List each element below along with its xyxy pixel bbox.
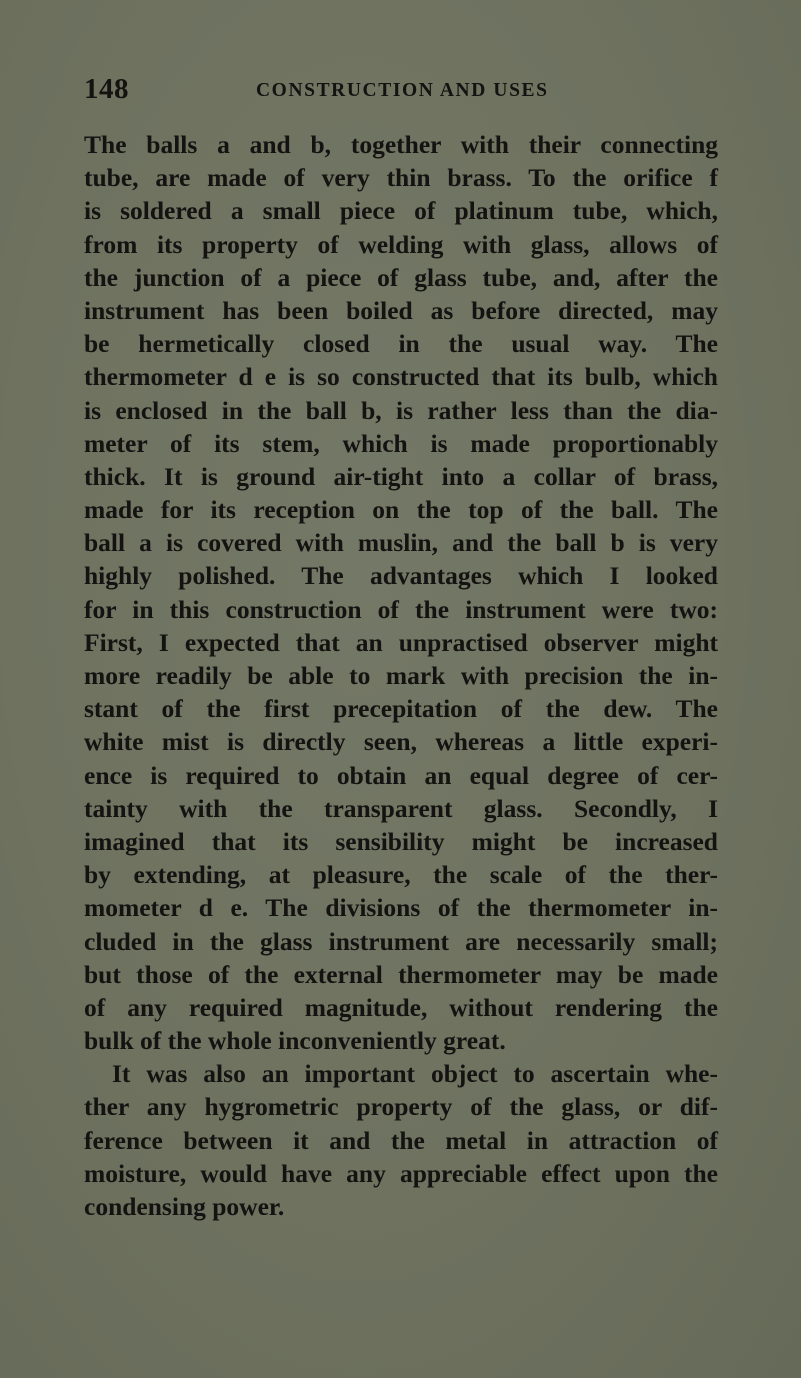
text-line: highly polished. The advantages which I looked — [84, 561, 718, 591]
text-line: condensing power. — [84, 1192, 285, 1221]
text-line: instrument has been boiled as before directed, may — [84, 295, 718, 325]
text-line: ence is required to obtain an equal degree of cer- — [84, 760, 718, 790]
text-line: tube, are made of very thin brass. To the orifice f — [84, 163, 718, 193]
text-line: is enclosed in the ball b, is rather less than the dia- — [84, 395, 718, 425]
text-line: stant of the first precepitation of the dew. The — [84, 694, 718, 724]
text-line: is soldered a small piece of platinum tube, which, — [84, 196, 718, 226]
text-line: made for its reception on the top of the ball. The — [84, 495, 718, 525]
text-line: bulk of the whole inconveniently great. — [84, 1026, 506, 1056]
text-line: tainty with the transparent glass. Secondly, I — [84, 793, 718, 823]
text-line: meter of its stem, which is made proportionably — [84, 428, 718, 458]
text-line: more readily be able to mark with precision the in- — [84, 661, 718, 690]
text-line: ball a is covered with muslin, and the ball b is very — [84, 528, 718, 558]
text-line: thick. It is ground air-tight into a collar of brass, — [84, 461, 718, 491]
text-line: white mist is directly seen, whereas a little experi- — [84, 727, 718, 757]
text-line: moisture, would have any appreciable effect upon the — [84, 1158, 718, 1188]
text-line: thermometer d e is so constructed that its bulb, which — [84, 362, 718, 392]
page-number: 148 — [84, 73, 129, 105]
text-line: The balls a and b, together with their connecting — [84, 130, 718, 159]
text-line: of any required magnitude, without rendering the — [84, 992, 718, 1022]
text-line: be hermetically closed in the usual way. The — [84, 329, 718, 359]
text-line: but those of the external thermometer may be made — [84, 959, 718, 989]
text-line: cluded in the glass instrument are necessarily small; — [84, 926, 718, 956]
page-header — [84, 73, 724, 109]
text-line: ference between it and the metal in attraction of — [84, 1125, 718, 1155]
body-text — [84, 128, 718, 1223]
text-line: imagined that its sensibility might be increased — [84, 826, 718, 856]
text-line: the junction of a piece of glass tube, and, after the — [84, 262, 718, 292]
text-line: First, I expected that an unpractised observer might — [84, 627, 718, 657]
text-line: for in this construction of the instrument were two: — [84, 594, 718, 624]
text-line: from its property of welding with glass, allows of — [84, 229, 718, 259]
running-head: CONSTRUCTION AND USES — [256, 80, 549, 101]
text-line: by extending, at pleasure, the scale of the ther- — [84, 860, 718, 890]
text-line: It was also an important object to ascertain whe- — [112, 1059, 718, 1089]
text-line: mometer d e. The divisions of the thermometer in- — [84, 893, 718, 923]
text-line: ther any hygrometric property of the glass, or dif- — [84, 1092, 718, 1122]
